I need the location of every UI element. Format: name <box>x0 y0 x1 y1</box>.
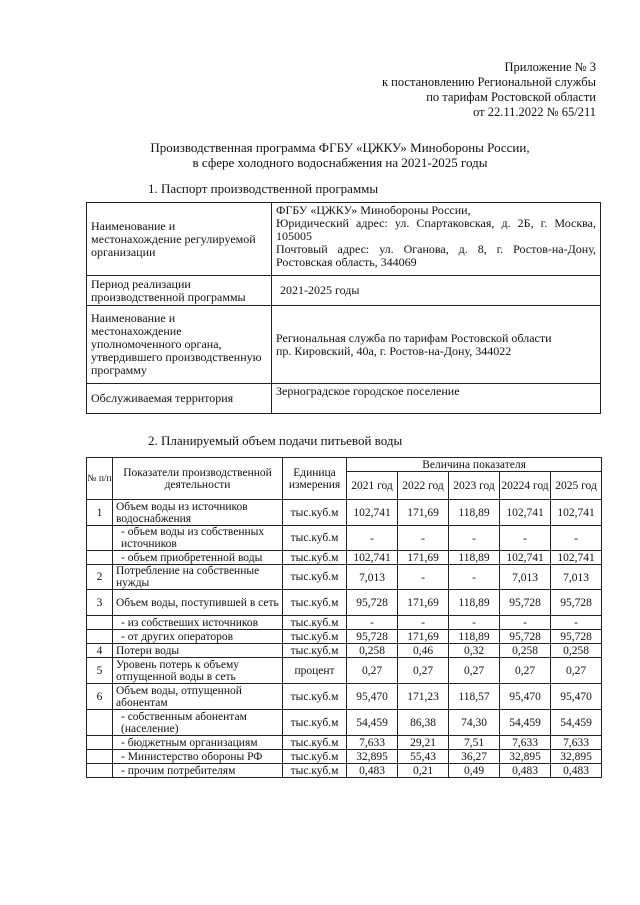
appendix-line: от 22.11.2022 № 65/211 <box>473 105 596 119</box>
row-value: 95,728 <box>347 630 398 644</box>
row-value: 54,459 <box>551 710 602 736</box>
row-unit: тыс.куб.м <box>283 500 347 526</box>
passport-table <box>86 202 601 414</box>
program-title <box>80 140 600 170</box>
row-unit: тыс.куб.м <box>283 710 347 736</box>
row-value: 32,895 <box>551 750 602 764</box>
row-unit: тыс.куб.м <box>283 684 347 710</box>
row-value: 7,633 <box>551 736 602 750</box>
table-row <box>87 551 602 565</box>
row-unit: тыс.куб.м <box>283 764 347 778</box>
row-value: - <box>347 526 398 551</box>
row-value: 36,27 <box>449 750 500 764</box>
row-value: 102,741 <box>500 551 551 565</box>
row-value: 7,633 <box>347 736 398 750</box>
row-value: - <box>449 616 500 630</box>
table-row <box>87 684 602 710</box>
row-num: 2 <box>87 565 113 590</box>
row-num: 4 <box>87 644 113 658</box>
row-num <box>87 616 113 630</box>
row-value: 95,470 <box>347 684 398 710</box>
row-num: 6 <box>87 684 113 710</box>
passport-label: Наименование и местонахождение регулируемой организации <box>87 203 272 276</box>
row-value: 171,69 <box>398 590 449 616</box>
row-value: - <box>398 616 449 630</box>
row-unit: тыс.куб.м <box>283 750 347 764</box>
passport-label: Обслуживаемая территория <box>87 384 272 414</box>
row-indicator: - объем воды из собственных источников <box>113 526 283 551</box>
row-num: 1 <box>87 500 113 526</box>
header-year: 2025 год <box>551 472 602 500</box>
table-row <box>87 644 602 658</box>
row-value: 102,741 <box>347 500 398 526</box>
passport-value-line: пр. Кировский, 40а, г. Ростов-на-Дону, 344022 <box>276 343 512 358</box>
row-indicator: Потери воды <box>113 644 283 658</box>
row-num <box>87 736 113 750</box>
table-row <box>87 590 602 616</box>
table-row <box>87 565 602 590</box>
row-num <box>87 526 113 551</box>
row-unit: тыс.куб.м <box>283 644 347 658</box>
passport-label: Наименование и местонахождение уполномоченного органа, утвердившего производственную программу <box>87 306 272 384</box>
row-indicator: - объем приобретенной воды <box>113 551 283 565</box>
row-value: 0,483 <box>347 764 398 778</box>
row-value: 95,728 <box>551 630 602 644</box>
row-value: 118,89 <box>449 551 500 565</box>
row-num <box>87 764 113 778</box>
row-indicator: - из собствеших источников <box>113 616 283 630</box>
row-value: 0,46 <box>398 644 449 658</box>
row-unit: тыс.куб.м <box>283 526 347 551</box>
row-value: 32,895 <box>347 750 398 764</box>
table-row <box>87 736 602 750</box>
row-value: 0,27 <box>500 658 551 684</box>
table-row <box>87 658 602 684</box>
passport-value <box>272 276 601 306</box>
row-indicator: Объем воды, отпущенной абонентам <box>113 684 283 710</box>
row-indicator: - Министерство обороны РФ <box>113 750 283 764</box>
passport-value-line: 2021-2025 годы <box>280 283 360 297</box>
row-value: 0,27 <box>449 658 500 684</box>
row-value: 0,483 <box>500 764 551 778</box>
water-volume-table <box>86 457 602 778</box>
row-num <box>87 710 113 736</box>
row-unit: процент <box>283 658 347 684</box>
row-value: 102,741 <box>551 500 602 526</box>
row-value: 7,013 <box>551 565 602 590</box>
appendix-line: по тарифам Ростовской области <box>426 90 596 104</box>
row-unit: тыс.куб.м <box>283 590 347 616</box>
header-num: № п/п <box>87 458 113 500</box>
row-value: - <box>449 526 500 551</box>
row-value: 55,43 <box>398 750 449 764</box>
header-indicator: Показатели производственной деятельности <box>113 458 283 500</box>
passport-label: Период реализации производственной программы <box>87 276 272 306</box>
row-indicator: - от других операторов <box>113 630 283 644</box>
row-value: 0,27 <box>347 658 398 684</box>
row-value: 118,89 <box>449 630 500 644</box>
row-value: 118,57 <box>449 684 500 710</box>
header-year: 2023 год <box>449 472 500 500</box>
row-indicator: Потребление на собственные нужды <box>113 565 283 590</box>
passport-value-line: Зерноградское городское поселение <box>276 384 460 398</box>
header-value-group: Величина показателя <box>347 458 602 472</box>
appendix-header <box>382 60 596 120</box>
row-value: 118,89 <box>449 590 500 616</box>
passport-value-line: Региональная служба по тарифам Ростовской области <box>276 330 552 345</box>
row-value: 102,741 <box>347 551 398 565</box>
row-num <box>87 630 113 644</box>
row-value: - <box>500 526 551 551</box>
passport-value <box>272 306 601 384</box>
row-value: 0,21 <box>398 764 449 778</box>
row-value: 95,728 <box>347 590 398 616</box>
row-value: 171,23 <box>398 684 449 710</box>
row-value: 0,27 <box>398 658 449 684</box>
row-value: 0,258 <box>551 644 602 658</box>
row-value: 7,013 <box>500 565 551 590</box>
row-value: 95,728 <box>500 630 551 644</box>
passport-value-line: Почтовый адрес: ул. Оганова, д. 8, г. Ростов-на-Дону, Ростовская область, 344069 <box>276 242 596 269</box>
row-num <box>87 750 113 764</box>
program-title-line: в сфере холодного водоснабжения на 2021-2025 годы <box>192 155 488 170</box>
header-year: 20224 год <box>500 472 551 500</box>
row-value: - <box>347 616 398 630</box>
row-value: 118,89 <box>449 500 500 526</box>
row-unit: тыс.куб.м <box>283 630 347 644</box>
row-value: 0,27 <box>551 658 602 684</box>
row-value: 102,741 <box>551 551 602 565</box>
program-title-line: Производственная программа ФГБУ «ЦЖКУ» Минобороны России, <box>150 140 530 155</box>
row-value: 74,30 <box>449 710 500 736</box>
table-row <box>87 616 602 630</box>
row-value: 171,69 <box>398 500 449 526</box>
row-value: 7,633 <box>500 736 551 750</box>
row-value: 86,38 <box>398 710 449 736</box>
header-unit: Единица измерения <box>283 458 347 500</box>
table-row <box>87 630 602 644</box>
appendix-line: Приложение № 3 <box>504 60 596 74</box>
row-value: - <box>551 526 602 551</box>
row-value: 0,483 <box>551 764 602 778</box>
table-row <box>87 500 602 526</box>
row-value: - <box>500 616 551 630</box>
row-value: 0,258 <box>347 644 398 658</box>
row-value: 29,21 <box>398 736 449 750</box>
passport-value <box>272 384 601 414</box>
passport-value-line: ФГБУ «ЦЖКУ» Минобороны России, <box>276 203 471 217</box>
table-row <box>87 710 602 736</box>
header-year: 2022 год <box>398 472 449 500</box>
row-value: 171,69 <box>398 630 449 644</box>
passport-row <box>87 276 601 306</box>
row-value: 102,741 <box>500 500 551 526</box>
row-value: 171,69 <box>398 551 449 565</box>
row-indicator: Уровень потерь к объему отпущенной воды в сеть <box>113 658 283 684</box>
row-num: 5 <box>87 658 113 684</box>
table-row <box>87 526 602 551</box>
passport-value <box>272 203 601 276</box>
passport-row <box>87 384 601 414</box>
row-unit: тыс.куб.м <box>283 565 347 590</box>
table-row <box>87 764 602 778</box>
row-value: 0,49 <box>449 764 500 778</box>
row-value: - <box>449 565 500 590</box>
row-value: 0,32 <box>449 644 500 658</box>
row-indicator: - прочим потребителям <box>113 764 283 778</box>
row-value: 95,470 <box>551 684 602 710</box>
row-num <box>87 551 113 565</box>
appendix-line: к постановлению Региональной службы <box>381 75 596 89</box>
row-value: 32,895 <box>500 750 551 764</box>
row-value: 54,459 <box>347 710 398 736</box>
section-heading-volume: 2. Планируемый объем подачи питьевой воды <box>148 433 403 448</box>
row-value: - <box>398 565 449 590</box>
row-num: 3 <box>87 590 113 616</box>
row-value: - <box>398 526 449 551</box>
row-value: - <box>551 616 602 630</box>
passport-row <box>87 203 601 276</box>
row-value: 7,51 <box>449 736 500 750</box>
row-unit: тыс.куб.м <box>283 616 347 630</box>
row-unit: тыс.куб.м <box>283 736 347 750</box>
row-indicator: - собственным абонентам (население) <box>113 710 283 736</box>
row-indicator: Объем воды, поступившей в сеть <box>113 590 283 616</box>
header-year: 2021 год <box>347 472 398 500</box>
row-value: 95,728 <box>551 590 602 616</box>
row-indicator: - бюджетным организациям <box>113 736 283 750</box>
row-value: 0,258 <box>500 644 551 658</box>
passport-value-line: Юридический адрес: ул. Спартаковская, д. 2Б, г. Москва, 105005 <box>276 216 596 243</box>
row-value: 54,459 <box>500 710 551 736</box>
row-value: 7,013 <box>347 565 398 590</box>
section-heading-passport: 1. Паспорт производственной программы <box>148 181 379 196</box>
row-value: 95,470 <box>500 684 551 710</box>
row-value: 95,728 <box>500 590 551 616</box>
row-indicator: Объем воды из источников водоснабжения <box>113 500 283 526</box>
row-unit: тыс.куб.м <box>283 551 347 565</box>
passport-row <box>87 306 601 384</box>
table-row <box>87 750 602 764</box>
